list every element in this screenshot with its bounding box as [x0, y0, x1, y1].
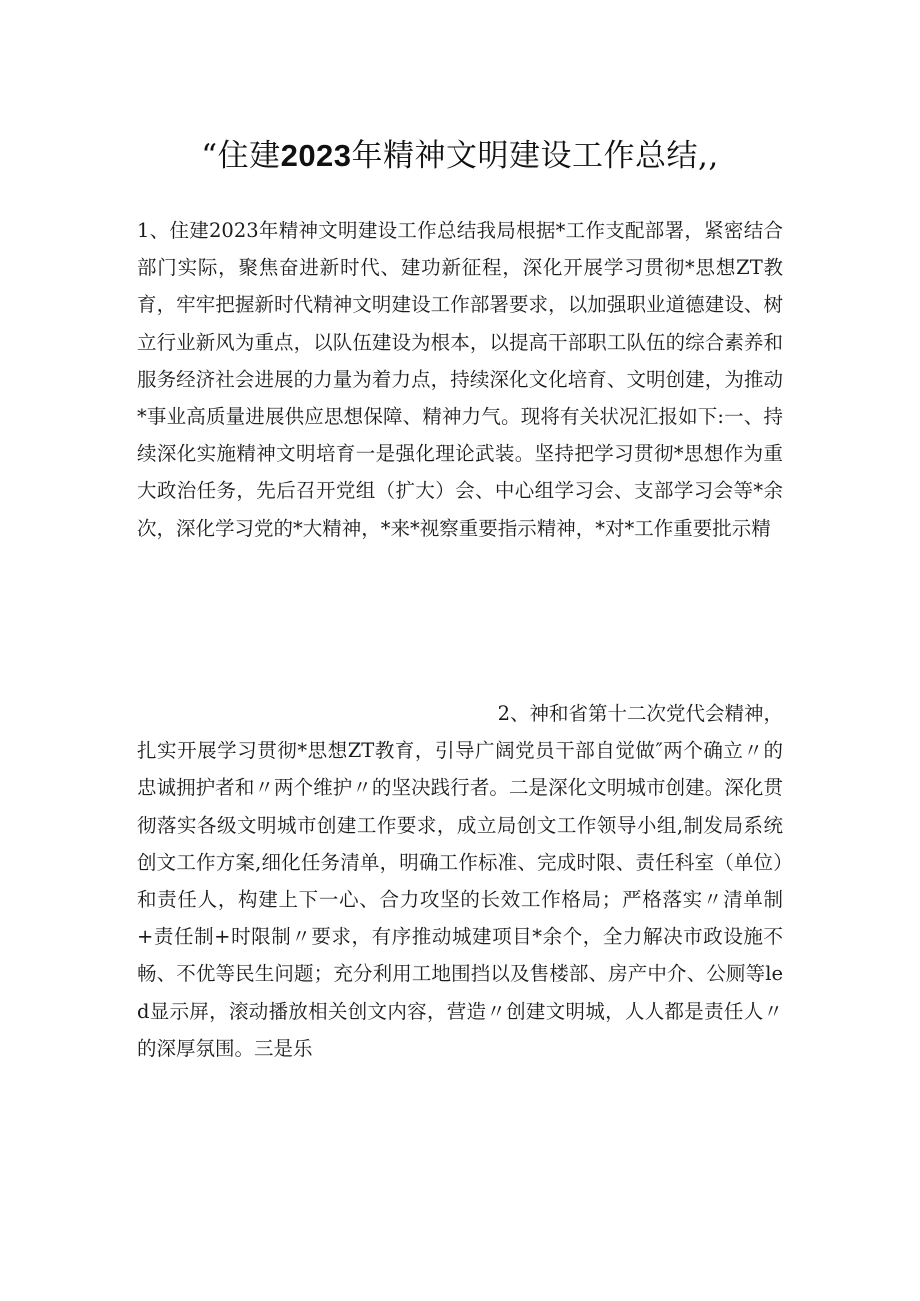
title-year: 2023 — [280, 138, 352, 173]
paragraph-lead-line: 2、神和省第十二次党代会精神， — [497, 702, 783, 725]
body-paragraph-1: 1、住建2023年精神文明建设工作总结我局根据*工作支配部署，紧密结合部门实际，聚焦奋进新时代、建功新征程，深化开展学习贯彻*思想ZT教育，牢牢把握新时代精神文明建设工作部署要求，以加强职业道德建设、树立行业新风为重点，以队伍建设为根本，以提高干部职工队伍的综合素养和服务经济社会进展的力量为着力点，持续深化文化培育、文明创建，为推动*事业高质量进展供应思想保障、精神力气。现将有关状况汇报如下:一、持续深化实施精神文明培育一是强化理论武装。坚持把学习贯彻*思想作为重大政治任务，先后召开党组（扩大）会、中心组学习会、支部学习会等*余次，深化学习党的*大精神，*来*视察重要指示精神，*对*工作重要批示精 — [137, 219, 783, 540]
body-paragraph-2 — [137, 695, 783, 1067]
document-title — [0, 134, 920, 178]
paragraph-body: 扎实开展学习贯彻*思想ZT教育，引导广阔党员干部自觉做″两个确立〃的忠诚拥护者和〃两个维护〃的坚决践行者。二是深化文明城市创建。深化贯彻落实各级文明城市创建工作要求，成立局创文工作领导小组,制发局系统创文工作方案,细化任务清单，明确工作标准、完成时限、责任科室（单位）和责任人，构建上下一心、合力攻坚的长效工作格局；严格落实〃清单制+责任制+时限制〃要求，有序推动城建项目*余个，全力解决市政设施不畅、不优等民生问题；充分利用工地围挡以及售楼部、房产中介、公厕等led显示屏，滚动播放相关创文内容，营造〃创建文明城，人人都是责任人〃的深厚氛围。三是乐 — [137, 739, 783, 1060]
title-text: “住建2023年精神文明建设工作总结,, — [201, 138, 719, 174]
